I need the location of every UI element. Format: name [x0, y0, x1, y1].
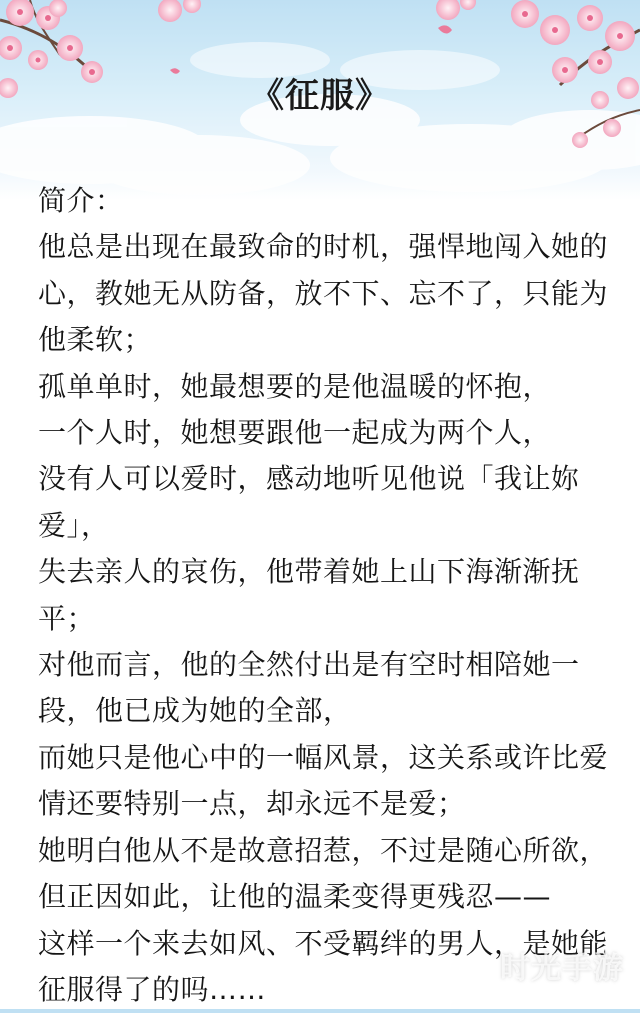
paragraph: 而她只是他心中的一幅风景，这关系或许比爱情还要特别一点，却永远不是爱；	[38, 735, 608, 828]
synopsis-body	[38, 178, 608, 1013]
page-title: 《征服》	[0, 68, 640, 117]
paragraph: 失去亲人的哀伤，他带着她上山下海渐渐抚平；	[38, 549, 608, 642]
paragraph: 他总是出现在最致命的时机，强悍地闯入她的心，教她无从防备，放不下、忘不了，只能为他柔软；	[38, 224, 608, 363]
paragraph: 对他而言，他的全然付出是有空时相陪她一段，他已成为她的全部，	[38, 642, 608, 735]
paragraph: 她明白他从不是故意招惹，不过是随心所欲，但正因如此，让他的温柔变得更残忍——	[38, 828, 608, 921]
paragraph: 没有人可以爱时，感动地听见他说「我让妳爱」，	[38, 456, 608, 549]
watermark-logo: 时光手游	[500, 943, 624, 987]
paragraph: 孤单单时，她最想要的是他温暖的怀抱，	[38, 364, 608, 410]
paragraph: 一个人时，她想要跟他一起成为两个人，	[38, 410, 608, 456]
paragraph: 这样一个来去如风、不受羁绊的男人，是她能征服得了的吗……	[38, 921, 608, 1013]
intro-label: 简介：	[38, 178, 608, 224]
